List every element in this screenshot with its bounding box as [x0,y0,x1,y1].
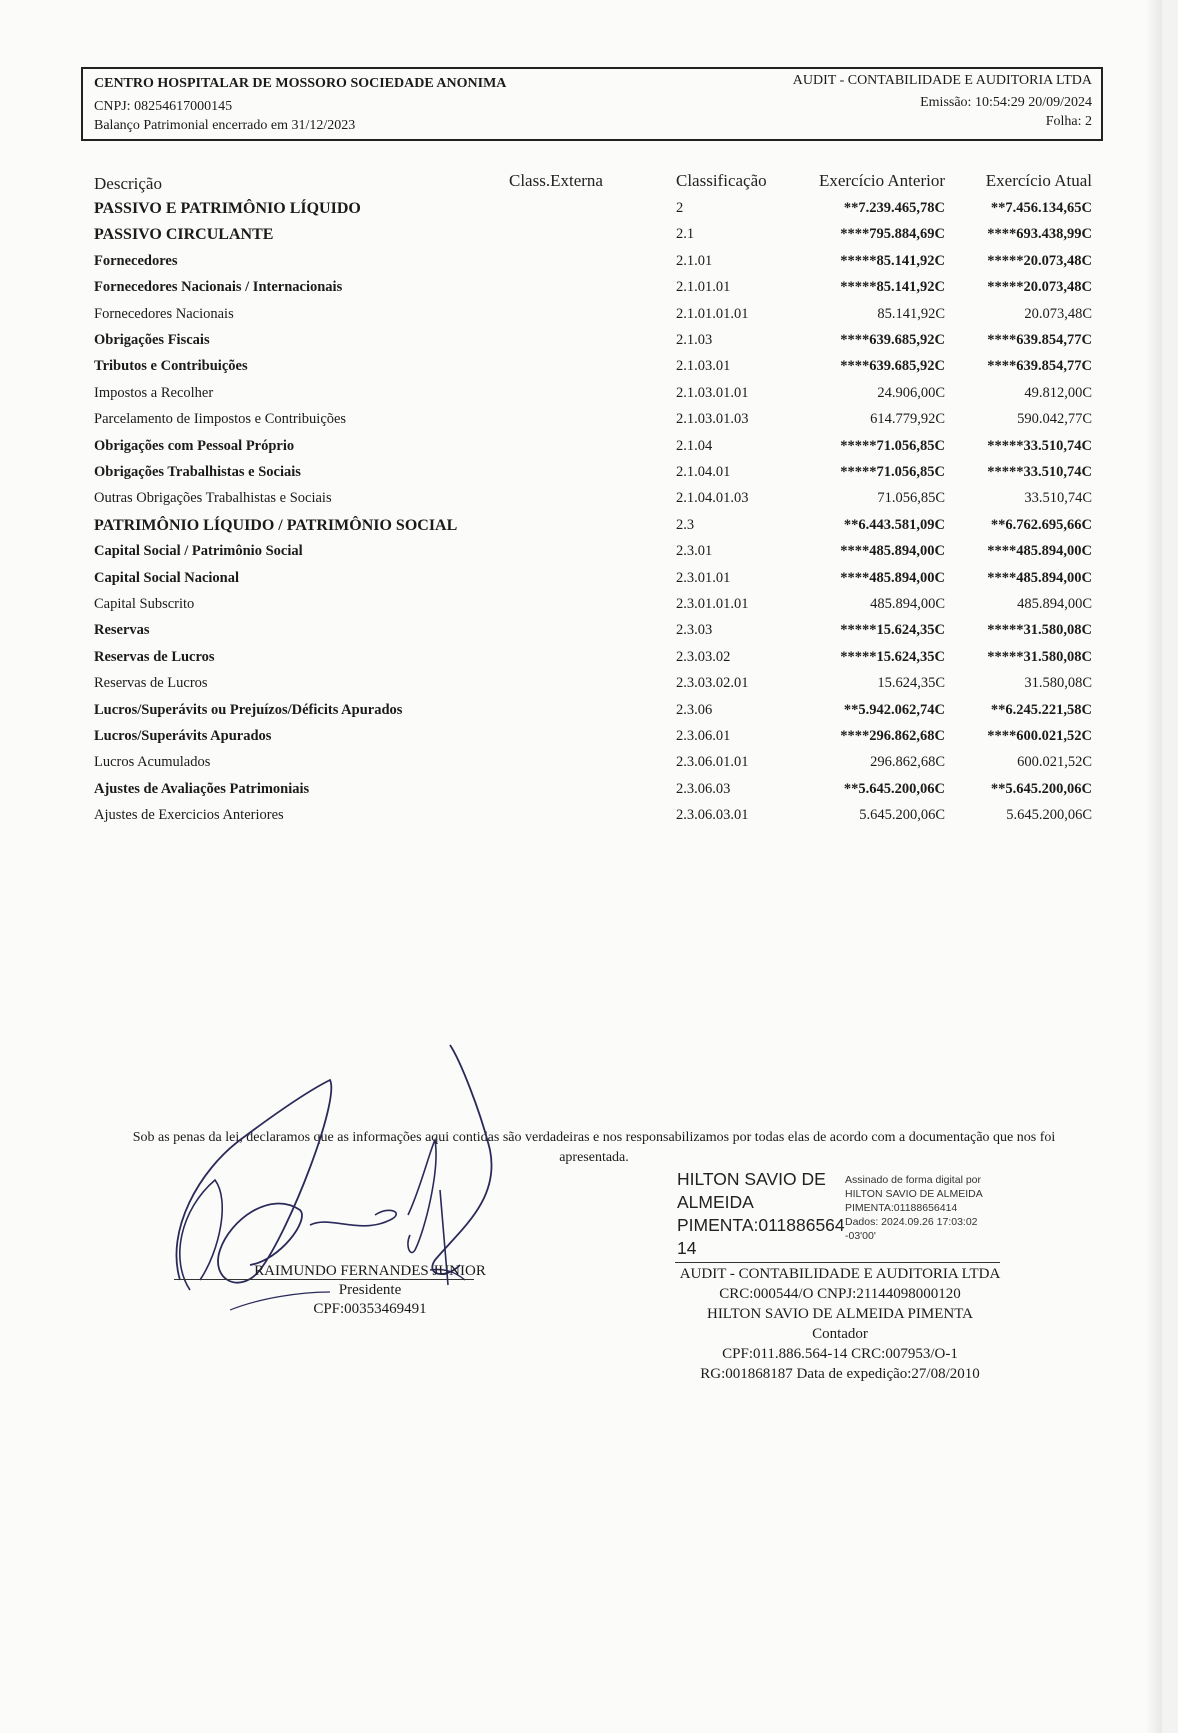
row-previous-value: ****795.884,69C [840,226,945,243]
table-row [0,385,1162,411]
row-current-value: 20.073,48C [1024,305,1092,322]
row-previous-value: ****485.894,00C [840,543,945,560]
row-current-value: ****693.438,99C [987,226,1092,243]
digital-signature-info-line: PIMENTA:01188656414 [845,1202,958,1214]
row-description: Ajustes de Avaliações Patrimoniais [94,780,310,797]
table-row [0,358,1162,384]
row-description: Reservas de Lucros [94,648,215,665]
row-classification: 2.3.01 [676,543,713,560]
row-current-value: *****33.510,74C [987,437,1092,454]
row-previous-value: ****296.862,68C [840,728,945,744]
table-row [0,649,1162,675]
row-description: Lucros/Superávits ou Prejuízos/Déficits Apurados [94,701,403,718]
row-current-value: *****33.510,74C [987,464,1092,480]
signer-right-role: Contador [812,1326,868,1342]
row-previous-value: 24.906,00C [877,384,945,401]
row-previous-value: **6.443.581,09C [843,516,945,533]
row-previous-value: *****15.624,35C [840,648,945,665]
row-description: Capital Subscrito [94,596,195,612]
row-description: Fornecedores [94,252,178,269]
row-previous-value: **5.645.200,06C [843,780,945,797]
row-description: Obrigações Trabalhistas e Sociais [94,464,301,480]
row-previous-value: 15.624,35C [877,675,945,692]
row-previous-value: **7.239.465,78C [843,200,945,216]
row-previous-value: **5.942.062,74C [843,701,945,718]
row-description: Lucros Acumulados [94,754,211,771]
row-description: Capital Social Nacional [94,569,240,586]
row-current-value: 49.812,00C [1024,384,1092,401]
row-current-value: **7.456.134,65C [990,200,1092,216]
row-description: PASSIVO E PATRIMÔNIO LÍQUIDO [94,200,361,217]
row-current-value: 5.645.200,06C [1006,807,1092,824]
declaration-text: Sob as penas da lei, declaramos que as informações aqui contidas são verdadeiras e nos responsabilizamos por todas elas de acordo com a documentação que nos foi apresentada. [132,1130,1056,1165]
row-description: Reservas [94,622,150,639]
signer-right-block [650,1264,1030,1384]
row-classification: 2.1.01 [676,252,713,269]
table-row [0,675,1162,701]
sheet-number: Folha: 2 [1045,114,1092,129]
auditor-name: AUDIT - CONTABILIDADE E AUDITORIA LTDA [792,73,1092,88]
row-classification: 2.3.06 [676,701,713,718]
row-current-value: **6.245.221,58C [990,701,1092,718]
row-previous-value: ****485.894,00C [840,569,945,586]
row-classification: 2.1.03.01.03 [676,411,749,428]
row-classification: 2.1 [676,226,695,243]
row-current-value: **6.762.695,66C [990,516,1092,533]
row-classification: 2 [676,200,684,216]
row-classification: 2.1.03.01.01 [676,384,749,401]
row-current-value: 590.042,77C [1017,411,1092,428]
row-current-value: ****600.021,52C [987,728,1092,744]
signature-line-right [675,1262,1000,1263]
row-current-value: **5.645.200,06C [990,780,1092,797]
table-row [0,596,1162,622]
table-row [0,807,1162,833]
digital-signature-name [677,1168,845,1260]
table-row [0,332,1162,358]
row-current-value: *****31.580,08C [987,622,1092,639]
row-previous-value: 85.141,92C [877,305,945,322]
table-row [0,226,1162,252]
table-row [0,279,1162,305]
row-classification: 2.3.03 [676,622,713,639]
table-row [0,438,1162,464]
signer-right-name: HILTON SAVIO DE ALMEIDA PIMENTA [706,1306,974,1322]
row-description: Reservas de Lucros [94,675,208,692]
row-classification: 2.3.06.03.01 [676,807,749,824]
row-classification: 2.1.03 [676,332,713,348]
emission-datetime: Emissão: 10:54:29 20/09/2024 [920,95,1092,110]
row-previous-value: ****639.685,92C [840,358,945,375]
row-classification: 2.3.01.01.01 [676,596,749,612]
column-header-classification: Classificação [676,171,767,190]
table-row [0,411,1162,437]
row-description: Parcelamento de Iimpostos e Contribuições [94,411,347,428]
row-description: PATRIMÔNIO LÍQUIDO / PATRIMÔNIO SOCIAL [94,516,458,534]
signer-left-name: RAIMUNDO FERNANDES JUNIOR [254,1263,486,1279]
row-current-value: ****485.894,00C [987,543,1092,560]
row-previous-value: ****639.685,92C [840,332,945,348]
row-classification: 2.3.03.02 [676,648,731,665]
row-current-value: 485.894,00C [1017,596,1092,612]
row-description: Capital Social / Patrimônio Social [94,543,303,560]
row-description: Impostos a Recolher [94,384,214,401]
row-previous-value: *****15.624,35C [840,622,945,639]
row-description: PASSIVO CIRCULANTE [94,226,274,244]
digital-signature-name-line: 14 [677,1238,697,1258]
row-description: Lucros/Superávits Apurados [94,728,272,744]
row-previous-value: *****85.141,92C [840,279,945,296]
digital-signature-name-line: ALMEIDA [677,1192,754,1212]
table-row [0,464,1162,490]
table-row [0,490,1162,516]
row-current-value: 31.580,08C [1024,675,1092,692]
digital-signature-name-line: PIMENTA:011886564 [677,1215,845,1235]
column-header-external-class: Class.Externa [509,171,603,190]
column-header-current-year: Exercício Atual [985,171,1092,190]
row-classification: 2.1.03.01 [676,358,731,375]
row-current-value: *****20.073,48C [987,279,1092,296]
column-header-previous-year: Exercício Anterior [818,171,945,190]
row-current-value: 600.021,52C [1017,754,1092,771]
row-description: Ajustes de Exercicios Anteriores [94,807,284,824]
row-current-value: *****20.073,48C [987,252,1092,269]
signer-right-company: AUDIT - CONTABILIDADE E AUDITORIA LTDA [679,1266,1001,1282]
row-classification: 2.3.06.01.01 [676,754,749,771]
row-classification: 2.3.01.01 [676,569,731,586]
row-previous-value: *****85.141,92C [840,252,945,269]
signer-left-cpf: CPF:00353469491 [313,1301,427,1317]
row-previous-value: 296.862,68C [870,754,945,771]
signer-left-role: Presidente [338,1282,402,1298]
row-previous-value: 5.645.200,06C [859,807,945,824]
table-row [0,200,1162,226]
row-classification: 2.1.04.01.03 [676,490,749,507]
report-title: Balanço Patrimonial encerrado em 31/12/2023 [94,118,356,133]
digital-signature-info-line: Dados: 2024.09.26 17:03:02 [845,1216,978,1228]
signer-right-cpf: CPF:011.886.564-14 CRC:007953/O-1 [722,1346,958,1362]
signer-right-crc: CRC:000544/O CNPJ:21144098000120 [719,1286,961,1302]
digital-signature-name-line: HILTON SAVIO DE [677,1169,826,1189]
row-current-value: ****639.854,77C [987,358,1092,375]
table-row [0,728,1162,754]
table-row [0,543,1162,569]
digital-signature-info-line: HILTON SAVIO DE ALMEIDA [845,1188,983,1200]
table-row [0,702,1162,728]
digital-signature-info [845,1173,983,1243]
table-row [0,253,1162,279]
column-header-description: Descrição [94,174,162,193]
company-cnpj: CNPJ: 08254617000145 [94,99,233,114]
row-current-value: *****31.580,08C [987,648,1092,665]
table-row [0,306,1162,332]
row-current-value: ****639.854,77C [987,332,1092,348]
signer-left-block [200,1262,540,1319]
row-previous-value: 71.056,85C [877,490,945,507]
row-current-value: 33.510,74C [1024,490,1092,507]
row-previous-value: 614.779,92C [870,411,945,428]
row-description: Obrigações com Pessoal Próprio [94,437,295,454]
row-description: Tributos e Contribuições [94,358,248,375]
company-name: CENTRO HOSPITALAR DE MOSSORO SOCIEDADE ANONIMA [94,76,507,91]
row-description: Obrigações Fiscais [94,332,210,348]
row-classification: 2.3.06.01 [676,728,731,744]
row-description: Fornecedores Nacionais / Internacionais [94,279,343,296]
row-classification: 2.3.03.02.01 [676,675,749,692]
table-row [0,570,1162,596]
row-classification: 2.1.01.01 [676,279,731,296]
row-classification: 2.3 [676,516,695,533]
row-previous-value: *****71.056,85C [840,437,945,454]
table-row [0,517,1162,543]
row-previous-value: 485.894,00C [870,596,945,612]
table-row [0,754,1162,780]
row-classification: 2.1.01.01.01 [676,305,749,322]
row-current-value: ****485.894,00C [987,569,1092,586]
digital-signature-info-line: -03'00' [845,1230,876,1242]
digital-signature-info-line: Assinado de forma digital por [845,1174,981,1186]
row-previous-value: *****71.056,85C [840,464,945,480]
row-description: Outras Obrigações Trabalhistas e Sociais [94,490,332,507]
row-classification: 2.1.04.01 [676,464,731,480]
table-row [0,622,1162,648]
row-description: Fornecedores Nacionais [94,305,234,322]
signer-right-rg: RG:001868187 Data de expedição:27/08/2010 [700,1366,980,1382]
row-classification: 2.1.04 [676,437,713,454]
table-row [0,781,1162,807]
row-classification: 2.3.06.03 [676,780,731,797]
